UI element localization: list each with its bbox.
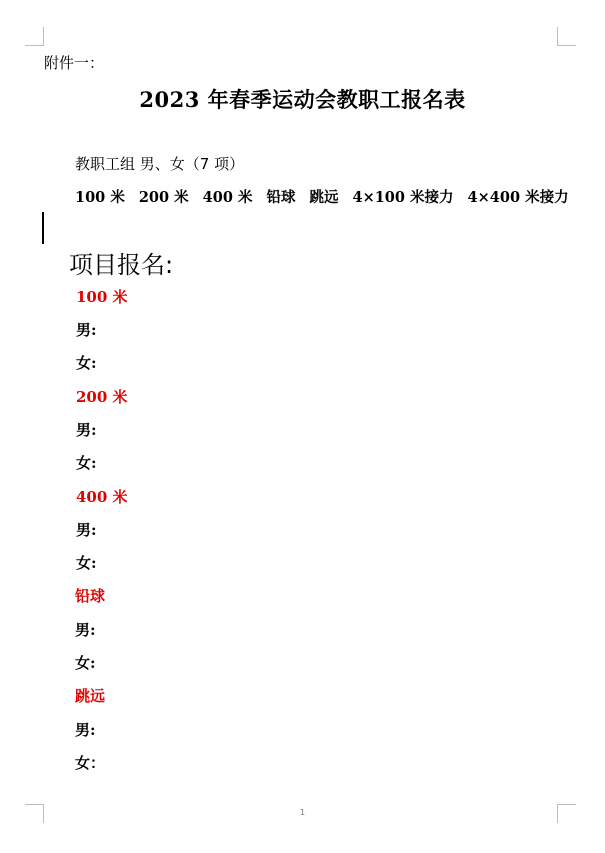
female-entry-label: 女: xyxy=(76,454,97,472)
corner-mark-top-left xyxy=(25,27,44,46)
page-number: 1 xyxy=(299,808,306,817)
event-item: 4×100 米接力 xyxy=(352,189,454,206)
section-event-heading: 跳远 xyxy=(75,687,106,705)
male-entry-label: 男: xyxy=(76,321,97,339)
attachment-label: 附件一： xyxy=(44,54,105,72)
female-entry-label: 女: xyxy=(76,354,97,372)
section-event-heading: 200 米 xyxy=(76,388,128,406)
text-cursor[interactable] xyxy=(42,212,44,244)
registration-heading: 项目报名: xyxy=(69,251,174,279)
event-item: 4×400 米接力 xyxy=(467,189,569,206)
event-item: 跳远 xyxy=(309,189,339,206)
male-entry-label: 男: xyxy=(76,421,97,439)
event-item: 400 米 xyxy=(202,189,253,206)
group-line: 教职工组 男、女（7 项） xyxy=(75,155,245,173)
event-item: 100 米 xyxy=(75,189,125,206)
female-entry-label: 女: xyxy=(76,554,97,572)
section-event-heading: 400 米 xyxy=(76,488,128,506)
section-event-heading: 铅球 xyxy=(75,587,106,605)
female-entry-label: 女: xyxy=(75,654,96,672)
corner-mark-top-right xyxy=(557,27,576,46)
event-item: 200 米 xyxy=(138,189,189,206)
events-list xyxy=(75,186,583,207)
event-item: 铅球 xyxy=(266,189,296,206)
male-entry-label: 男: xyxy=(75,621,96,639)
male-entry-label: 男: xyxy=(76,521,97,539)
male-entry-label: 男: xyxy=(75,721,96,739)
female-entry-label: 女： xyxy=(75,754,106,772)
section-event-heading: 100 米 xyxy=(76,288,128,306)
document-title: 2023 年春季运动会教职工报名表 xyxy=(139,87,466,112)
